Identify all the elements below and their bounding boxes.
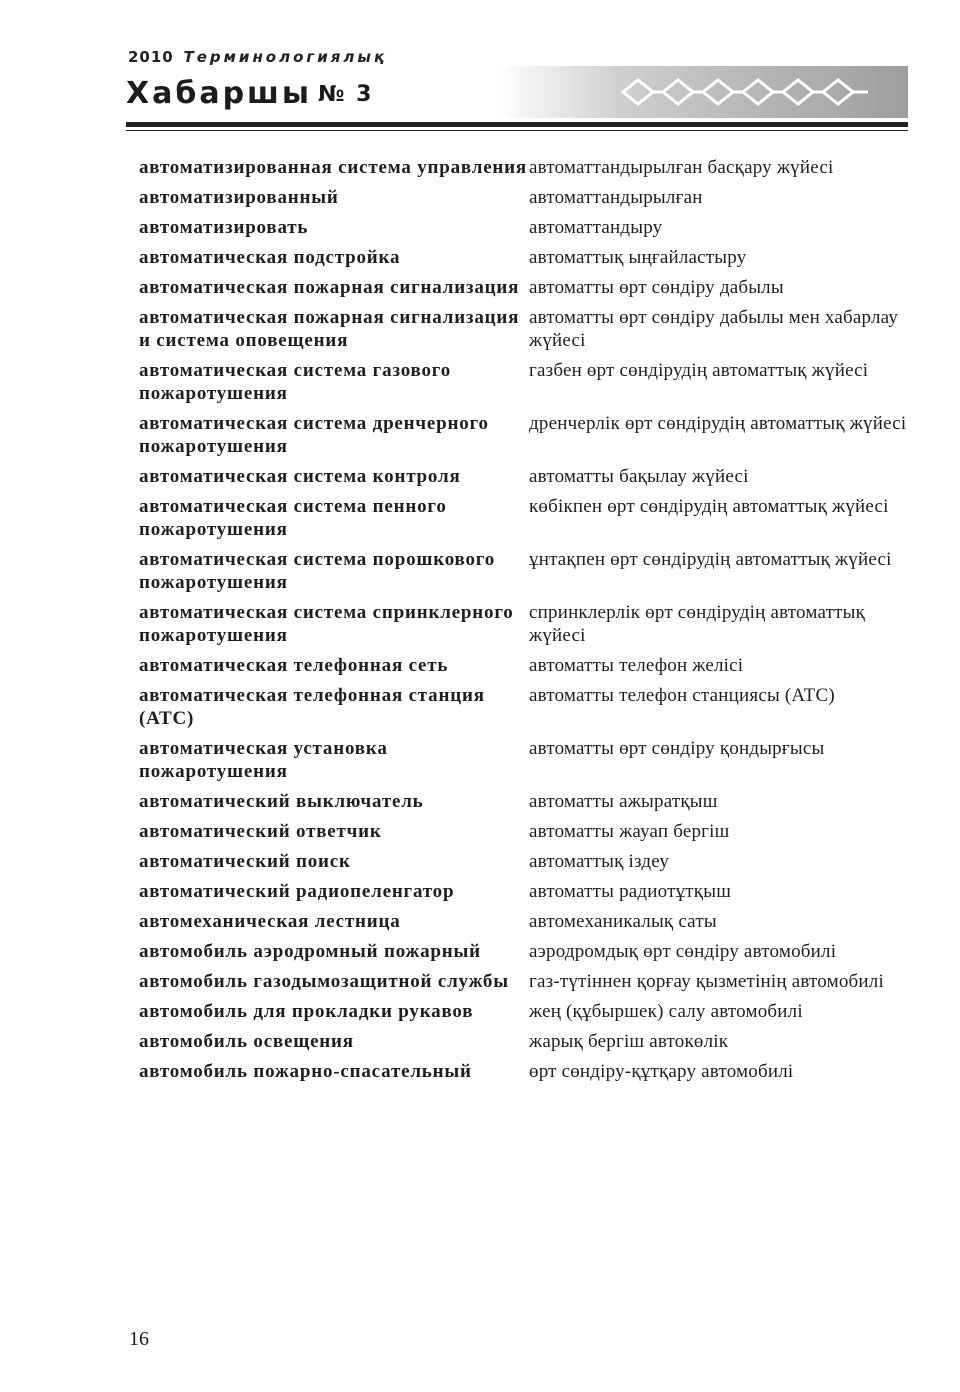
kazakh-term: автоматтандырылған басқару жүйесі (529, 157, 834, 178)
glossary-row (139, 684, 909, 730)
kazakh-term: автоматты ажыратқыш (529, 791, 718, 812)
glossary-row (139, 1030, 909, 1053)
glossary-row (139, 412, 909, 458)
kazakh-term: газбен өрт сөндірудің автоматтық жүйесі (529, 360, 869, 381)
glossary-row (139, 306, 909, 352)
kazakh-term: автоматты телефон желісі (529, 655, 744, 676)
russian-term: автоматический выключатель (139, 791, 424, 812)
russian-term: автомобиль для прокладки рукавов (139, 1001, 474, 1022)
glossary-row (139, 465, 909, 488)
russian-term: автоматический ответчик (139, 821, 382, 842)
kazakh-term: автоматтық іздеу (529, 851, 670, 872)
russian-term: автоматическая пожарная сигнализация (139, 277, 520, 298)
glossary-row (139, 495, 909, 541)
russian-term: автоматическая телефонная сеть (139, 655, 449, 676)
kazakh-term: дренчерлік өрт сөндірудің автоматтық жүйесі (529, 413, 907, 434)
glossary-row (139, 1000, 909, 1023)
russian-term: автомобиль аэродромный пожарный (139, 941, 481, 962)
glossary-row (139, 276, 909, 299)
glossary-row (139, 186, 909, 209)
russian-term: автоматическая система контроля (139, 466, 461, 487)
journal-title: Хабаршы (126, 76, 313, 111)
kazakh-term: автоматты өрт сөндіру дабылы (529, 277, 784, 298)
glossary-row (139, 970, 909, 993)
kazakh-term: автоматты радиотұтқыш (529, 881, 732, 902)
header-rule-thin (126, 130, 908, 131)
glossary-row (139, 880, 909, 903)
issue-number: № 3 (318, 82, 374, 107)
ornament-band (498, 66, 908, 118)
header-rule-thick (126, 122, 908, 127)
ornament-pattern-icon (618, 72, 878, 112)
glossary-row (139, 246, 909, 269)
journal-header-line1 (128, 48, 387, 66)
russian-term: автоматическая пожарная сигнализация и система оповещения (139, 307, 520, 351)
russian-term: автомобиль освещения (139, 1031, 354, 1052)
journal-name-line1: Терминологиялық (183, 48, 388, 66)
russian-term: автомобиль газодымозащитной службы (139, 971, 509, 992)
kazakh-term: газ-түтіннен қорғау қызметінің автомобилі (529, 971, 884, 992)
kazakh-term: аэродромдық өрт сөндіру автомобилі (529, 941, 837, 962)
kazakh-term: автоматтандыру (529, 217, 663, 238)
kazakh-term: автоматтық ыңғайластыру (529, 247, 747, 268)
kazakh-term: жең (құбыршек) салу автомобилі (529, 1001, 803, 1022)
kazakh-term: автоматты өрт сөндіру қондырғысы (529, 738, 825, 759)
glossary-row (139, 156, 909, 179)
kazakh-term: спринклерлік өрт сөндірудің автоматтық жүйесі (529, 602, 865, 646)
kazakh-term: автоматты бақылау жүйесі (529, 466, 749, 487)
russian-term: автоматическая телефонная станция (АТС) (139, 685, 485, 729)
glossary-row (139, 790, 909, 813)
glossary-row (139, 910, 909, 933)
kazakh-term: ұнтақпен өрт сөндірудің автоматтық жүйесі (529, 549, 892, 570)
russian-term: автоматическая система спринклерного пожаротушения (139, 602, 514, 646)
glossary-row (139, 940, 909, 963)
glossary-row (139, 820, 909, 843)
kazakh-term: автоматты өрт сөндіру дабылы мен хабарлау жүйесі (529, 307, 899, 351)
russian-term: автоматизированная система управления (139, 157, 528, 178)
russian-term: автоматический поиск (139, 851, 351, 872)
glossary-row (139, 548, 909, 594)
kazakh-term: автомеханикалық саты (529, 911, 717, 932)
russian-term: автоматизировать (139, 217, 309, 238)
russian-term: автоматический радиопеленгатор (139, 881, 455, 902)
kazakh-term: өрт сөндіру-құтқару автомобилі (529, 1061, 794, 1082)
russian-term: автоматическая система газового пожаротушения (139, 360, 452, 404)
glossary-row (139, 850, 909, 873)
russian-term: автоматическая установка пожаротушения (139, 738, 388, 782)
russian-term: автоматическая подстройка (139, 247, 401, 268)
kazakh-term: жарық бергіш автокөлік (529, 1031, 729, 1052)
russian-term: автоматическая система порошкового пожаротушения (139, 549, 496, 593)
russian-term: автоматическая система дренчерного пожаротушения (139, 413, 489, 457)
glossary-row (139, 1060, 909, 1083)
kazakh-term: автоматты телефон станциясы (АТС) (529, 685, 835, 706)
glossary-row (139, 601, 909, 647)
kazakh-term: автоматтандырылған (529, 187, 703, 208)
kazakh-term: көбікпен өрт сөндірудің автоматтық жүйесі (529, 496, 889, 517)
russian-term: автоматическая система пенного пожаротушения (139, 496, 447, 540)
glossary-entries (139, 156, 909, 1090)
page-number: 16 (129, 1328, 149, 1350)
glossary-row (139, 737, 909, 783)
glossary-row (139, 359, 909, 405)
russian-term: автомобиль пожарно-спасательный (139, 1061, 472, 1082)
journal-year: 2010 (128, 48, 174, 66)
journal-header (126, 48, 908, 134)
glossary-row (139, 654, 909, 677)
russian-term: автоматизированный (139, 187, 339, 208)
glossary-row (139, 216, 909, 239)
russian-term: автомеханическая лестница (139, 911, 401, 932)
kazakh-term: автоматты жауап бергіш (529, 821, 730, 842)
